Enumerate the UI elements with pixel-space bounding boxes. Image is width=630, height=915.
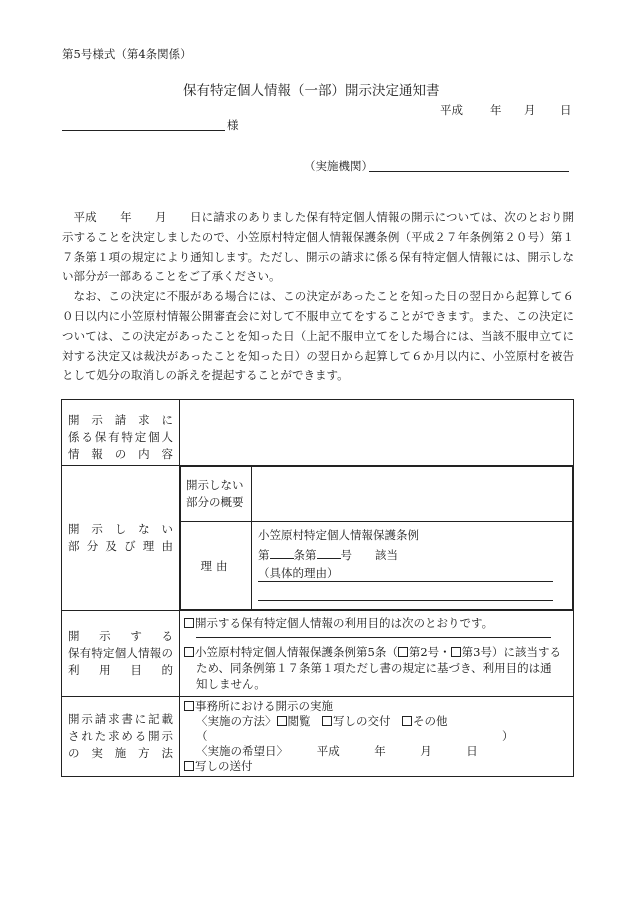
nondisclosure-subtable xyxy=(180,466,573,610)
reason-specific-label: （具体的理由） xyxy=(258,566,339,580)
agency-label: （実施機関） xyxy=(304,159,373,173)
purpose-option-2-line3: 知しません。 xyxy=(196,677,266,691)
label-method: 開示請求書に記載 された求める開示 の実施方法 xyxy=(62,697,180,777)
document-title: 保有特定個人情報（一部）開示決定通知書 xyxy=(183,83,440,99)
purpose-option-2c: 第3号）に該当する xyxy=(461,645,561,659)
item-number-blank[interactable] xyxy=(317,547,341,559)
date-era: 平成 xyxy=(440,103,463,117)
label-purpose: 開示する 保有特定個人情報の 利用目的 xyxy=(62,611,180,697)
method-other-close: ） xyxy=(502,729,514,743)
row-nondisclosure xyxy=(62,466,574,611)
purpose-line[interactable] xyxy=(196,637,551,638)
checkbox-item-3[interactable] xyxy=(451,647,461,657)
method-mail: 写しの送付 xyxy=(195,759,253,773)
purpose-option-2-line2: ため、同条例第１７条第１項ただし書の規定に基づき、利用目的は通 xyxy=(196,661,552,675)
form-number: 第5号様式（第4条関係） xyxy=(62,47,192,61)
method-options: 〈実施の方法〉 閲覧 写しの交付 その他 xyxy=(196,714,448,728)
purpose-option-1: 開示する保有特定個人情報の利用目的は次のとおりです。 xyxy=(195,616,494,630)
field-nondisclosed-summary[interactable] xyxy=(252,467,573,522)
checkbox-office-disclosure[interactable] xyxy=(184,701,194,711)
field-requested-info[interactable] xyxy=(180,400,574,466)
agency-blank[interactable] xyxy=(369,171,569,172)
article-number-blank[interactable] xyxy=(270,547,294,559)
checkbox-mail-copy[interactable] xyxy=(184,761,194,771)
row-purpose xyxy=(62,611,574,697)
purpose-option-2b: 第2号・ xyxy=(408,645,451,659)
label-nondisclosure: 開示しない 部分及び理由 xyxy=(62,466,180,611)
field-purpose xyxy=(180,611,574,697)
label-reason: 理由 xyxy=(181,522,252,610)
label-nondisclosed-summary: 開示しない 部分の概要 xyxy=(181,467,252,522)
method-other-open: （ xyxy=(196,729,208,743)
body-paragraph-2: なお、この決定に不服がある場合には、この決定があったことを知った日の翌日から起算して６０日以内に小笠原村情報公開審査会に対して不服申立てをすることができます。また、この決定については、この決定があったことを知った日（上記不服申立てをした場合には、当該不服申立てに対する決定又は裁決があったことを知った日）の翌日から起算して６か月以内に、小笠原村を被告として処分の取消しの訴えを提起することができます。 xyxy=(62,289,574,383)
checkbox-other[interactable] xyxy=(402,716,412,726)
method-wish-date: 〈実施の希望日〉 平成 年 月 日 xyxy=(196,744,478,758)
date-day: 日 xyxy=(560,103,572,117)
purpose-option-2a: 小笠原村特定個人情報保護条例第5条（ xyxy=(195,645,398,659)
checkbox-copy[interactable] xyxy=(322,716,332,726)
checkbox-purpose-withhold[interactable] xyxy=(184,647,194,657)
label-requested-info: 開示請求に 係る保有特定個人 情報の内容 xyxy=(62,400,180,466)
body-paragraph-1: 平成 年 月 日に請求のありました保有特定個人情報の開示については、次のとおり開示することを決定しましたので、小笠原村特定個人情報保護条例（平成２７年条例第２０号）第１７条第１項の規定により通知します。ただし、開示の請求に係る保有特定個人情報には、開示しない部分が一部あることをご了承ください。 xyxy=(62,210,574,284)
field-reason xyxy=(252,522,573,610)
date-year: 年 xyxy=(490,103,502,117)
disclosure-table xyxy=(61,399,574,777)
addressee-blank[interactable] xyxy=(62,130,225,131)
row-method xyxy=(62,697,574,777)
checkbox-view[interactable] xyxy=(277,716,287,726)
checkbox-item-2[interactable] xyxy=(398,647,408,657)
date-month: 月 xyxy=(524,103,536,117)
body-text xyxy=(62,208,574,386)
reason-line-2[interactable] xyxy=(258,600,553,601)
method-office: 事務所における開示の実施 xyxy=(195,699,333,713)
reason-article: 第 条第 号 該当 xyxy=(258,548,398,562)
reason-line-1[interactable] xyxy=(258,581,553,582)
addressee-suffix: 様 xyxy=(227,118,239,132)
checkbox-purpose-disclose[interactable] xyxy=(184,618,194,628)
reason-ordinance: 小笠原村特定個人情報保護条例 xyxy=(258,528,419,542)
row-requested-info xyxy=(62,400,574,466)
field-method xyxy=(180,697,574,777)
